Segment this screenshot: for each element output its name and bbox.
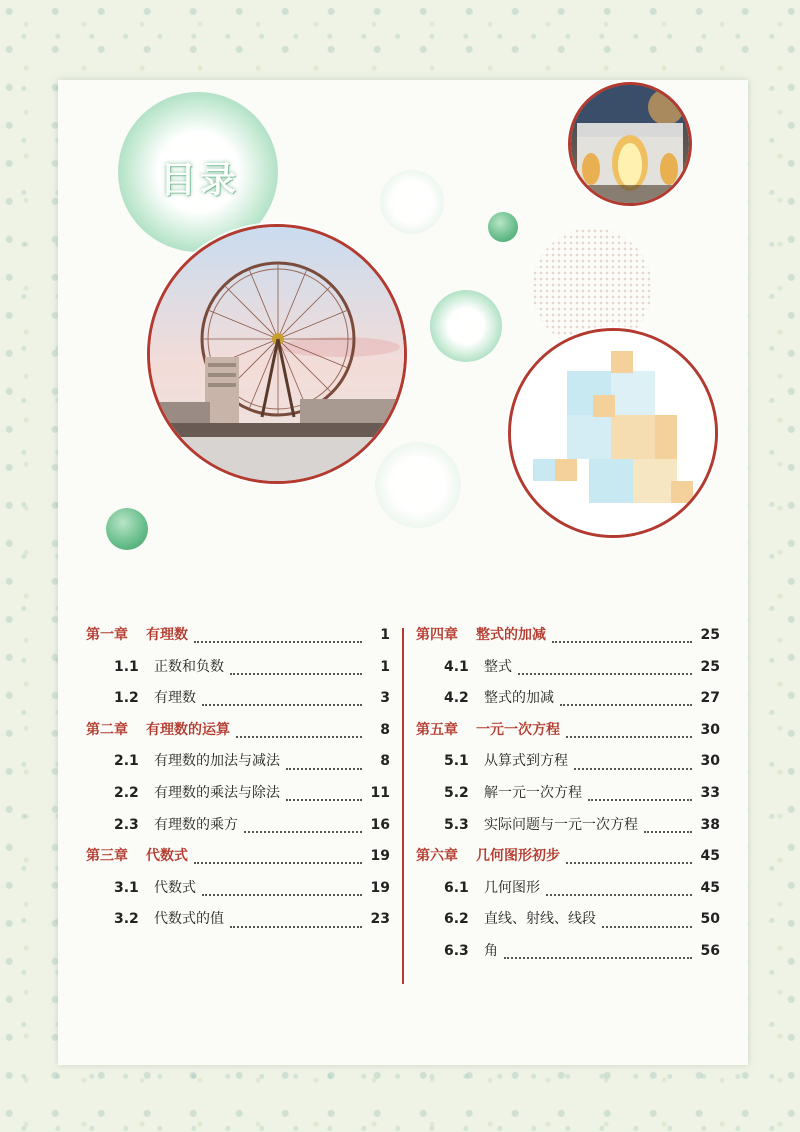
toc-leader-dots xyxy=(574,767,692,770)
toc-divider xyxy=(402,628,404,984)
toc-section-entry[interactable] xyxy=(86,877,390,909)
cubes-illustration xyxy=(508,328,718,538)
toc-section-entry[interactable] xyxy=(86,908,390,940)
toc-entry-page: 25 xyxy=(700,627,720,643)
page-title: 目录 xyxy=(160,160,241,201)
toc-entry-number: 6.3 xyxy=(444,942,469,959)
toc-chapter-entry[interactable] xyxy=(86,624,390,656)
toc-entry-number: 4.1 xyxy=(444,658,469,675)
toc-section-entry[interactable] xyxy=(416,940,720,972)
toc-entry-page: 23 xyxy=(370,911,390,928)
toc-section-entry[interactable] xyxy=(416,782,720,814)
toc-entry-number: 第二章 xyxy=(86,721,128,738)
toc-leader-dots xyxy=(244,830,362,833)
toc-entry-title: 有理数的乘法与除法 xyxy=(154,784,280,801)
toc-section-entry[interactable] xyxy=(416,877,720,909)
toc-entry-number: 6.2 xyxy=(444,911,469,928)
toc-entry-title: 几何图形 xyxy=(484,879,540,896)
toc-entry-title: 几何图形初步 xyxy=(476,848,560,865)
toc-entry-number: 5.1 xyxy=(444,753,469,770)
toc-entry-page: 38 xyxy=(700,816,720,833)
toc-leader-dots xyxy=(546,893,692,896)
toc-entry-title: 角 xyxy=(484,942,498,959)
ferris-wheel-photo xyxy=(147,224,407,484)
toc-entry-title: 有理数 xyxy=(154,690,196,707)
bottom-left-green-bubble xyxy=(106,508,148,550)
toc-entry-page: 25 xyxy=(700,658,720,675)
toc-entry-page: 1 xyxy=(380,627,390,643)
bridge-photo xyxy=(568,82,692,206)
faint-bubble-top xyxy=(380,170,444,234)
toc-entry-title: 整式的加减 xyxy=(484,690,554,707)
toc-entry-number: 第五章 xyxy=(416,721,458,738)
toc-entry-page: 33 xyxy=(700,784,720,801)
toc-section-entry[interactable] xyxy=(86,656,390,688)
toc-section-entry[interactable] xyxy=(86,687,390,719)
toc-entry-page: 19 xyxy=(370,848,390,865)
toc-entry-title: 整式的加减 xyxy=(476,627,546,643)
toc-entry-page: 11 xyxy=(370,784,390,801)
toc-entry-title: 一元一次方程 xyxy=(476,721,560,738)
toc-entry-number: 1.1 xyxy=(114,658,139,675)
toc-entry-page: 27 xyxy=(700,690,720,707)
toc-leader-dots xyxy=(194,861,362,864)
toc-entry-page: 3 xyxy=(380,690,390,707)
toc-entry-page: 16 xyxy=(370,816,390,833)
mid-green-bubble xyxy=(430,290,502,362)
toc-entry-title: 直线、射线、线段 xyxy=(484,911,596,928)
toc-entry-page: 30 xyxy=(700,721,720,738)
toc-entry-number: 2.3 xyxy=(114,816,139,833)
toc-entry-page: 8 xyxy=(380,721,390,738)
toc-entry-title: 代数式 xyxy=(146,848,188,865)
toc-entry-page: 30 xyxy=(700,753,720,770)
toc-entry-page: 1 xyxy=(380,658,390,675)
toc-entry-number: 3.1 xyxy=(114,879,139,896)
toc-chapter-entry[interactable] xyxy=(86,719,390,751)
toc-entry-number: 第一章 xyxy=(86,627,128,643)
toc-entry-page: 45 xyxy=(700,848,720,865)
toc-entry-page: 56 xyxy=(700,942,720,959)
toc-leader-dots xyxy=(202,703,362,706)
toc-entry-page: 45 xyxy=(700,879,720,896)
toc-entry-title: 代数式的值 xyxy=(154,911,224,928)
toc-leader-dots xyxy=(566,861,692,864)
toc-entry-number: 3.2 xyxy=(114,911,139,928)
toc-section-entry[interactable] xyxy=(86,750,390,782)
toc-entry-title: 代数式 xyxy=(154,879,196,896)
toc-section-entry[interactable] xyxy=(86,814,390,846)
toc-leader-dots xyxy=(202,893,362,896)
toc-entry-number: 5.3 xyxy=(444,816,469,833)
toc-entry-title: 有理数 xyxy=(146,627,188,643)
toc-entry-number: 4.2 xyxy=(444,690,469,707)
toc-entry-page: 19 xyxy=(370,879,390,896)
toc-chapter-entry[interactable] xyxy=(86,845,390,877)
toc-entry-number: 6.1 xyxy=(444,879,469,896)
toc-section-entry[interactable] xyxy=(416,656,720,688)
toc-left-column xyxy=(86,624,390,940)
toc-leader-dots xyxy=(230,925,362,928)
toc-leader-dots xyxy=(518,672,692,675)
faint-bubble-bottom xyxy=(375,442,461,528)
toc-section-entry[interactable] xyxy=(416,908,720,940)
toc-entry-number: 1.2 xyxy=(114,690,139,707)
toc-entry-number: 第三章 xyxy=(86,848,128,865)
toc-chapter-entry[interactable] xyxy=(416,719,720,751)
toc-entry-title: 有理数的乘方 xyxy=(154,816,238,833)
toc-entry-page: 50 xyxy=(700,911,720,928)
toc-entry-title: 整式 xyxy=(484,658,512,675)
toc-leader-dots xyxy=(286,767,362,770)
toc-chapter-entry[interactable] xyxy=(416,624,720,656)
toc-entry-title: 有理数的运算 xyxy=(146,721,230,738)
toc-entry-number: 2.1 xyxy=(114,753,139,770)
toc-section-entry[interactable] xyxy=(86,782,390,814)
small-green-bubble xyxy=(488,212,518,242)
toc-section-entry[interactable] xyxy=(416,687,720,719)
toc-leader-dots xyxy=(560,703,692,706)
toc-right-column xyxy=(416,624,720,972)
toc-leader-dots xyxy=(552,640,692,643)
toc-leader-dots xyxy=(566,735,692,738)
toc-section-entry[interactable] xyxy=(416,750,720,782)
toc-entry-number: 第四章 xyxy=(416,627,458,643)
toc-entry-title: 正数和负数 xyxy=(154,658,224,675)
toc-leader-dots xyxy=(504,956,692,959)
toc-entry-number: 2.2 xyxy=(114,784,139,801)
toc-leader-dots xyxy=(644,830,692,833)
toc-entry-title: 从算式到方程 xyxy=(484,753,568,770)
toc-chapter-entry[interactable] xyxy=(416,845,720,877)
toc-leader-dots xyxy=(236,735,362,738)
toc-leader-dots xyxy=(194,640,362,643)
toc-entry-number: 第六章 xyxy=(416,848,458,865)
toc-entry-title: 有理数的加法与减法 xyxy=(154,753,280,770)
toc-section-entry[interactable] xyxy=(416,814,720,846)
toc-leader-dots xyxy=(230,672,362,675)
toc-entry-number: 5.2 xyxy=(444,784,469,801)
toc-leader-dots xyxy=(588,798,692,801)
toc-entry-title: 实际问题与一元一次方程 xyxy=(484,816,638,833)
toc-entry-title: 解一元一次方程 xyxy=(484,784,582,801)
toc-leader-dots xyxy=(602,925,692,928)
toc-entry-page: 8 xyxy=(380,753,390,770)
toc-leader-dots xyxy=(286,798,362,801)
